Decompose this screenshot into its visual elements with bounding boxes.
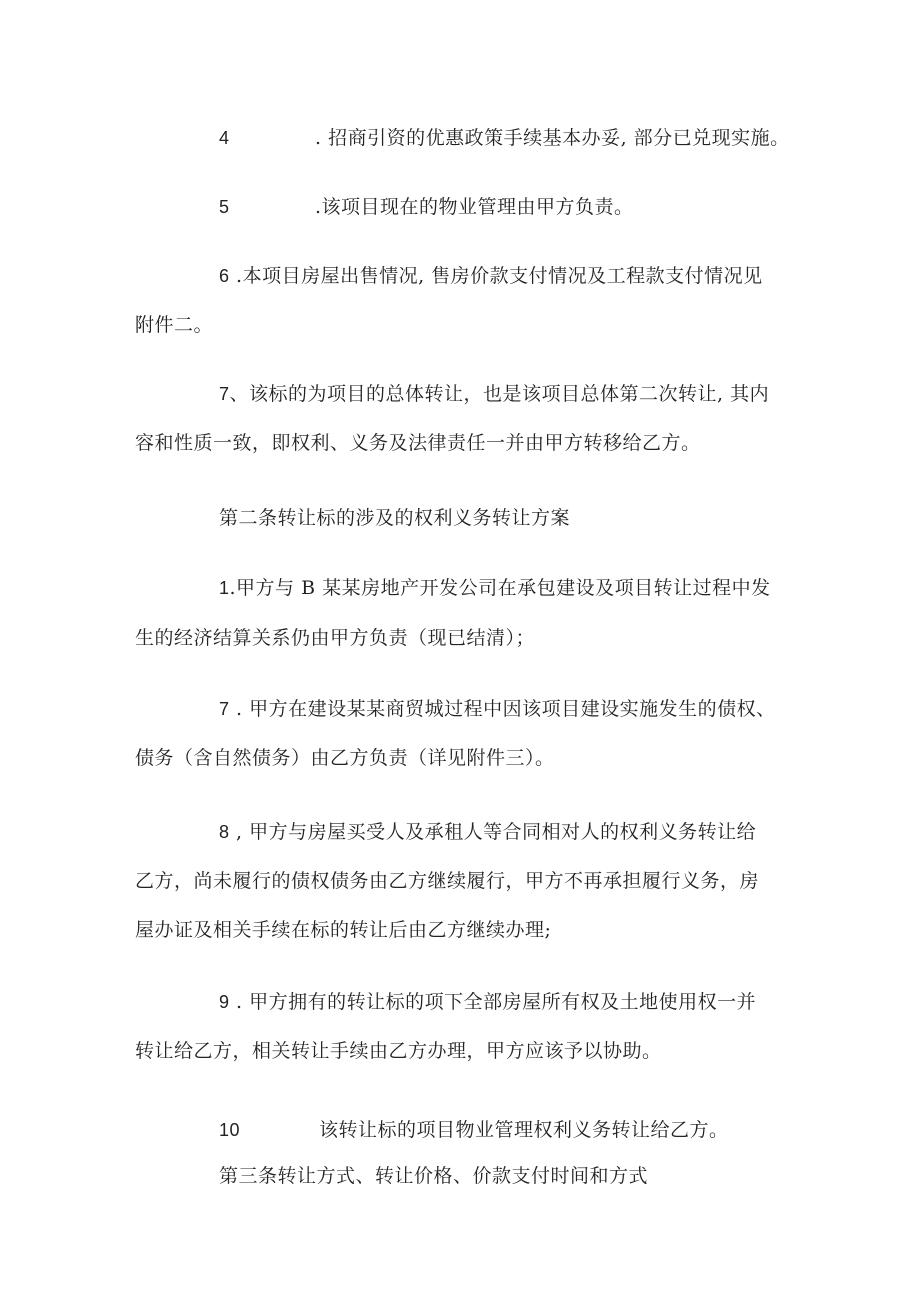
clause-8-line-3: 屋办证及相关手续在标的转让后由乙方继续办理; — [135, 919, 552, 941]
item-6-line-1 — [219, 264, 763, 288]
item-text: . 甲方在建设某某商贸城过程中因该项目建设实施发生的债权、 — [229, 698, 776, 720]
item-number: 10 — [219, 1120, 241, 1140]
item-number: 6 — [219, 266, 230, 286]
item-number: 8 — [219, 822, 230, 842]
item-text: .本项目房屋出售情况, 售房价款支付情况及工程款支付情况见 — [229, 265, 763, 287]
clause-9-line-1 — [219, 990, 756, 1014]
item-text: 该转让标的项目物业管理权利义务转让给乙方。 — [319, 1119, 729, 1141]
item-text: .甲方与 B 某某房地产开发公司在承包建设及项目转让过程中发 — [229, 577, 771, 599]
item-number: 7 — [219, 384, 230, 404]
clause-1-line-2: 生的经济结算关系仍由甲方负责（现已结清）； — [135, 627, 536, 649]
item-number: 1 — [219, 578, 230, 598]
clause-7-line-1 — [219, 697, 776, 721]
item-7-line-1 — [219, 382, 769, 406]
item-text: , 甲方与房屋买受人及承租人等合同相对人的权利义务转让给 — [229, 821, 757, 843]
item-text: . 甲方拥有的转让标的项下全部房屋所有权及土地使用权一并 — [229, 991, 757, 1013]
clause-8-line-1 — [219, 820, 756, 844]
item-text: .该项目现在的物业管理由甲方负责。 — [315, 196, 634, 218]
item-number: 5 — [219, 197, 230, 217]
item-text: . 招商引资的优惠政策手续基本办妥, 部分已兑现实施。 — [315, 127, 790, 149]
clause-1-line-1 — [219, 576, 771, 600]
section-heading-3: 第三条转让方式、转让价格、价款支付时间和方式 — [219, 1165, 649, 1187]
clause-7-line-2: 债务（含自然债务）由乙方负责（详见附件三）。 — [135, 747, 555, 769]
item-6-line-2: 附件二。 — [135, 314, 214, 336]
item-4 — [219, 126, 790, 150]
item-text: 、该标的为项目的总体转让，也是该项目总体第二次转让, 其内 — [229, 383, 770, 405]
clause-8-line-2: 乙方，尚未履行的债权债务由乙方继续履行，甲方不再承担履行义务，房 — [135, 870, 760, 892]
item-number: 7 — [219, 699, 230, 719]
item-number: 9 — [219, 992, 230, 1012]
item-7-line-2: 容和性质一致，即权利、义务及法律责任一并由甲方转移给乙方。 — [135, 432, 701, 454]
item-5 — [219, 195, 634, 219]
item-number: 4 — [219, 128, 230, 148]
section-heading-2: 第二条转让标的涉及的权利义务转让方案 — [219, 507, 571, 529]
clause-9-line-2: 转让给乙方，相关转让手续由乙方办理，甲方应该予以协助。 — [135, 1040, 662, 1062]
clause-10 — [219, 1118, 729, 1142]
